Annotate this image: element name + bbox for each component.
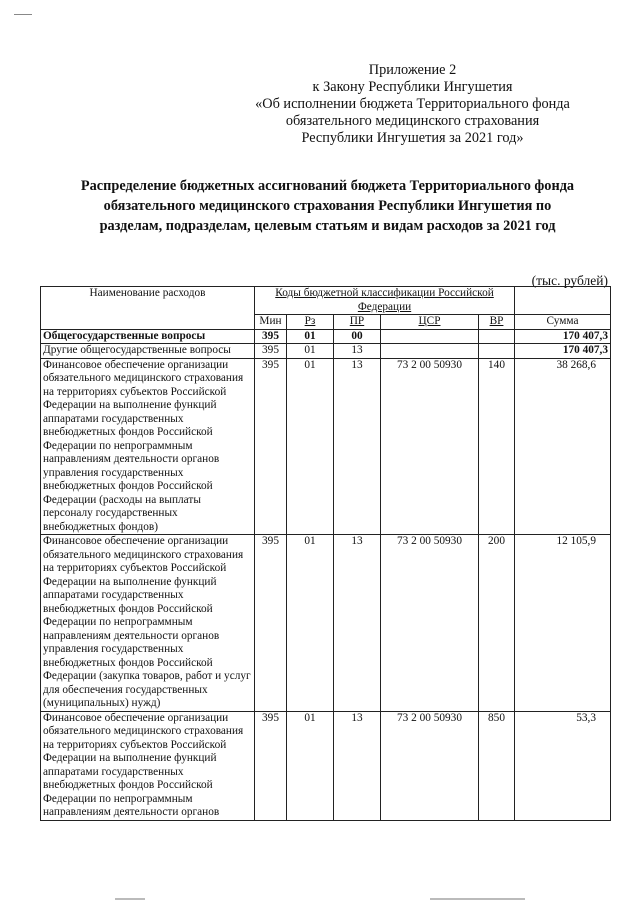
row-pr: 13 xyxy=(334,711,381,820)
scan-smudge xyxy=(115,898,145,900)
table-row xyxy=(41,711,611,820)
row-pr: 13 xyxy=(334,535,381,712)
row-sum: 12 105,9 xyxy=(515,535,611,712)
row-rz: 01 xyxy=(287,535,334,712)
table-header-row xyxy=(41,287,611,315)
row-min: 395 xyxy=(255,329,287,344)
table-row xyxy=(41,535,611,712)
row-csr xyxy=(381,329,479,344)
header-pr xyxy=(334,315,381,330)
header-csr-text: ЦСР xyxy=(418,315,441,327)
title-line: разделам, подразделам, целевым статьям и видам расходов за 2021 год xyxy=(99,218,556,234)
row-csr: 73 2 00 50930 xyxy=(381,535,479,712)
row-vr: 200 xyxy=(479,535,515,712)
header-name: Наименование расходов xyxy=(41,287,255,330)
row-pr: 13 xyxy=(334,358,381,535)
header-codes-text: Коды бюджетной классификации Российской Федерации xyxy=(275,287,494,313)
row-rz: 01 xyxy=(287,344,334,359)
row-rz: 01 xyxy=(287,358,334,535)
scan-smudge xyxy=(430,898,525,900)
header-vr-text: ВР xyxy=(489,315,504,327)
table-row xyxy=(41,344,611,359)
row-name: Финансовое обеспечение организации обязательного медицинского страхования на территориях субъектов Российской Федерации на выполнение функций аппаратами государственных внебюджетных фондов Российской Федерации по непрограммным направлениям деятельности органов управления государственных внебюджетных фондов Российской Федерации (закупка товаров, работ и услуг для обеспечения государственных (муниципальных) нужд) xyxy=(41,535,255,712)
budget-table xyxy=(40,286,611,821)
scan-corner-mark xyxy=(14,14,32,15)
row-name: Финансовое обеспечение организации обязательного медицинского страхования на территориях субъектов Российской Федерации на выполнение функций аппаратами государственных внебюджетных фондов Российской Федерации по непрограммным направлениям деятельности органов xyxy=(41,711,255,820)
header-pr-text: ПР xyxy=(349,315,365,327)
row-csr: 73 2 00 50930 xyxy=(381,358,479,535)
header-rz-text: Рз xyxy=(304,315,316,327)
header-min: Мин xyxy=(255,315,287,330)
row-csr: 73 2 00 50930 xyxy=(381,711,479,820)
row-name: Финансовое обеспечение организации обязательного медицинского страхования на территориях субъектов Российской Федерации на выполнение функций аппаратами государственных внебюджетных фондов Российской Федерации по непрограммным направлениям деятельности органов управления государственных внебюджетных фондов Российской Федерации (расходы на выплаты персоналу государственных внебюджетных фондов) xyxy=(41,358,255,535)
table-row xyxy=(41,329,611,344)
appendix-line: обязательного медицинского страхования xyxy=(285,113,540,129)
document-title xyxy=(40,176,615,236)
header-rz xyxy=(287,315,334,330)
row-rz: 01 xyxy=(287,329,334,344)
table-row xyxy=(41,358,611,535)
header-vr xyxy=(479,315,515,330)
header-csr xyxy=(381,315,479,330)
row-vr xyxy=(479,329,515,344)
row-vr xyxy=(479,344,515,359)
row-name: Другие общегосударственные вопросы xyxy=(41,344,255,359)
row-name: Общегосударственные вопросы xyxy=(41,329,255,344)
title-line: Распределение бюджетных ассигнований бюджета Территориального фонда xyxy=(80,178,575,194)
row-min: 395 xyxy=(255,711,287,820)
header-codes xyxy=(255,287,515,315)
unit-label: (тыс. рублей) xyxy=(531,273,608,288)
appendix-block xyxy=(215,62,610,147)
appendix-line: Республики Ингушетия за 2021 год» xyxy=(301,130,524,146)
appendix-line: Приложение 2 xyxy=(368,62,457,78)
appendix-line: «Об исполнении бюджета Территориального фонда xyxy=(255,96,570,112)
row-sum: 170 407,3 xyxy=(515,329,611,344)
row-vr: 140 xyxy=(479,358,515,535)
header-sum: Сумма xyxy=(515,315,611,330)
row-min: 395 xyxy=(255,344,287,359)
row-min: 395 xyxy=(255,535,287,712)
row-pr: 00 xyxy=(334,329,381,344)
row-sum: 53,3 xyxy=(515,711,611,820)
row-min: 395 xyxy=(255,358,287,535)
appendix-line: к Закону Республики Ингушетия xyxy=(312,79,513,95)
row-pr: 13 xyxy=(334,344,381,359)
row-csr xyxy=(381,344,479,359)
row-sum: 170 407,3 xyxy=(515,344,611,359)
title-line: обязательного медицинского страхования Республики Ингушетия по xyxy=(103,198,552,214)
row-rz: 01 xyxy=(287,711,334,820)
row-vr: 850 xyxy=(479,711,515,820)
header-sum-blank xyxy=(515,287,611,315)
row-sum: 38 268,6 xyxy=(515,358,611,535)
